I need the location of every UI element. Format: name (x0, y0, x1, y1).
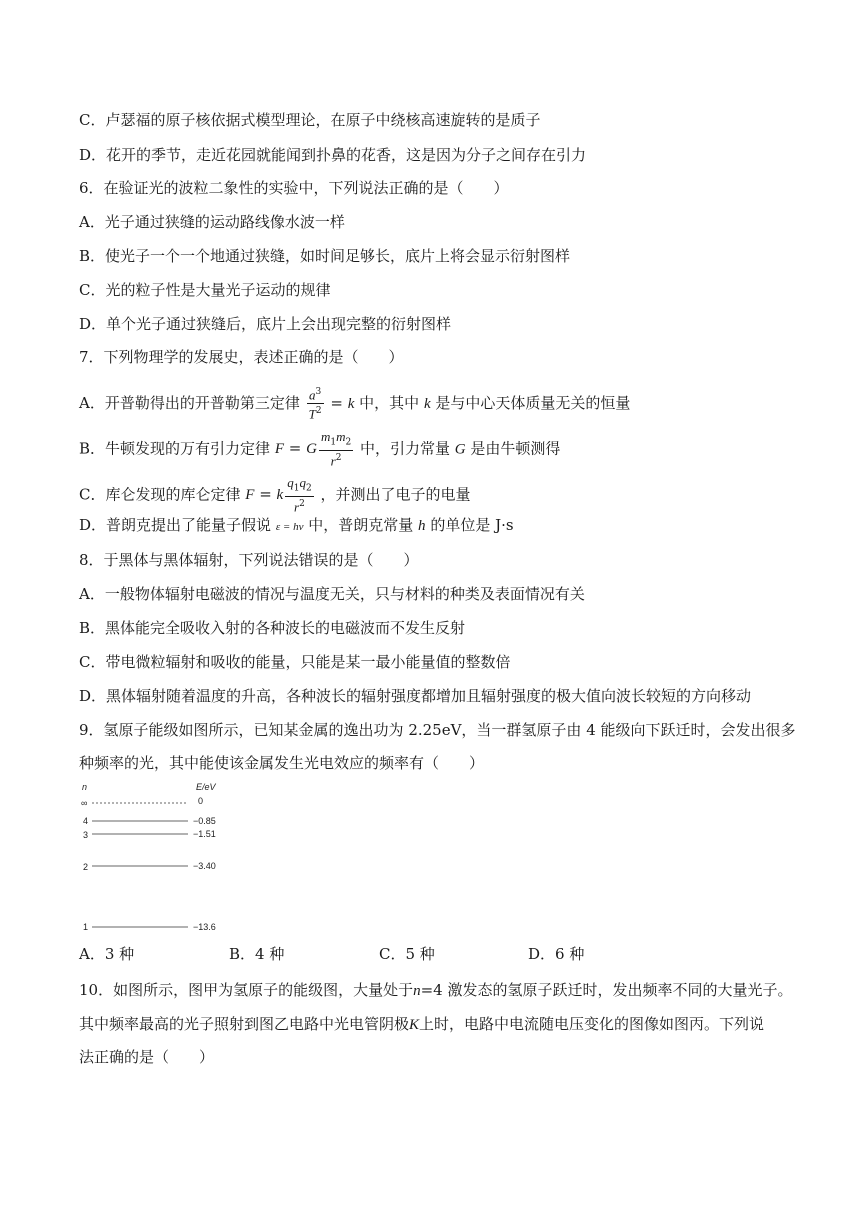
level-n-1: 1 (83, 922, 89, 932)
q9-stem-line1: 9．氢原子能级如图所示，已知某金属的逸出功为 2.25eV，当一群氢原子由 4 能级向下跃迁时，会发出很多 (79, 721, 796, 739)
q7-stem: 7．下列物理学的发展史，表述正确的是（ ） (79, 348, 404, 366)
q5-option-d: D．花开的季节，走近花园就能闻到扑鼻的花香，这是因为分子之间存在引力 (79, 146, 587, 164)
q10-stem-line3: 法正确的是（ ） (79, 1048, 215, 1066)
q6-option-d: D．单个光子通过狭缝后，底片上会出现完整的衍射图样 (79, 315, 452, 333)
n-axis-label: n (82, 782, 88, 792)
level-n-3: 3 (83, 830, 89, 840)
planck-formula: ε = hν (275, 521, 304, 533)
q10-stem-line1: 10．如图所示，图甲为氢原子的能级图，大量处于n=4 激发态的氢原子跃迁时，发出频率不同的大量光子。 (79, 981, 793, 999)
energy-axis-label: E/eV (196, 782, 216, 792)
level-n-2: 2 (83, 862, 89, 872)
level-e-1: −13.6 (193, 922, 216, 932)
q6-option-a: A．光子通过狭缝的运动路线像水波一样 (79, 213, 345, 231)
q5-option-c: C．卢瑟福的原子核依据式模型理论，在原子中绕核高速旋转的是质子 (79, 111, 541, 129)
q8-option-d: D．黑体辐射随着温度的升高，各种波长的辐射强度都增加且辐射强度的极大值向波长较短的方向移动 (79, 687, 752, 705)
level-e-3: −1.51 (193, 829, 216, 839)
q7-option-c: C．库仑发现的库仑定律 F = k $\frac{q_1q_2}{r^2}$ ，并测出了电子的电量 (79, 475, 471, 514)
level-e-inf: 0 (198, 796, 204, 806)
level-n-inf: ∞ (81, 798, 88, 808)
q8-stem: 8．于黑体与黑体辐射，下列说法错误的是（ ） (79, 551, 419, 569)
q8-option-a: A．一般物体辐射电磁波的情况与温度无关，只与材料的种类及表面情况有关 (79, 585, 585, 603)
q9-option-b: B．4 种 (229, 945, 285, 963)
q9-option-c: C．5 种 (379, 945, 435, 963)
q6-option-c: C．光的粒子性是大量光子运动的规律 (79, 281, 331, 299)
q8-option-b: B．黑体能完全吸收入射的各种波长的电磁波而不发生反射 (79, 619, 466, 637)
gravitation-formula: F = G $\frac{m_1m_2}{r^2}$ (274, 429, 352, 468)
kepler-formula: $\frac{a^3}{T^2}$ (308, 387, 322, 422)
q6-stem: 6．在验证光的波粒二象性的实验中，下列说法正确的是（ ） (79, 179, 509, 197)
q8-option-c: C．带电微粒辐射和吸收的能量，只能是某一最小能量值的整数倍 (79, 653, 511, 671)
q7-option-b: B．牛顿发现的万有引力定律 F = G $\frac{m_1m_2}{r^2}$ 中，引力常量 G 是由牛顿测得 (79, 429, 561, 468)
q7-option-a: A．开普勒得出的开普勒第三定律 $\frac{a^3}{T^2}$ = k 中，其中 k 是与中心天体质量无关的恒量 (79, 387, 631, 422)
coulomb-formula: F = k $\frac{q_1q_2}{r^2}$ (245, 475, 312, 514)
q9-option-a: A．3 种 (79, 945, 135, 963)
q7-option-d: D．普朗克提出了能量子假说 ε = hν 中，普朗克常量 h 的单位是 J·s (79, 516, 514, 534)
q6-option-b: B．使光子一个一个地通过狭缝，如时间足够长，底片上将会显示衍射图样 (79, 247, 571, 265)
level-e-2: −3.40 (193, 861, 216, 871)
level-e-4: −0.85 (193, 816, 216, 826)
q9-option-d: D．6 种 (528, 945, 585, 963)
level-n-4: 4 (83, 816, 89, 826)
q9-stem-line2: 种频率的光，其中能使该金属发生光电效应的频率有（ ） (79, 754, 485, 772)
q10-stem-line2: 其中频率最高的光子照射到图乙电路中光电管阴极K上时，电路中电流随电压变化的图像如图丙。下列说 (79, 1015, 765, 1033)
energy-level-diagram (78, 780, 238, 936)
